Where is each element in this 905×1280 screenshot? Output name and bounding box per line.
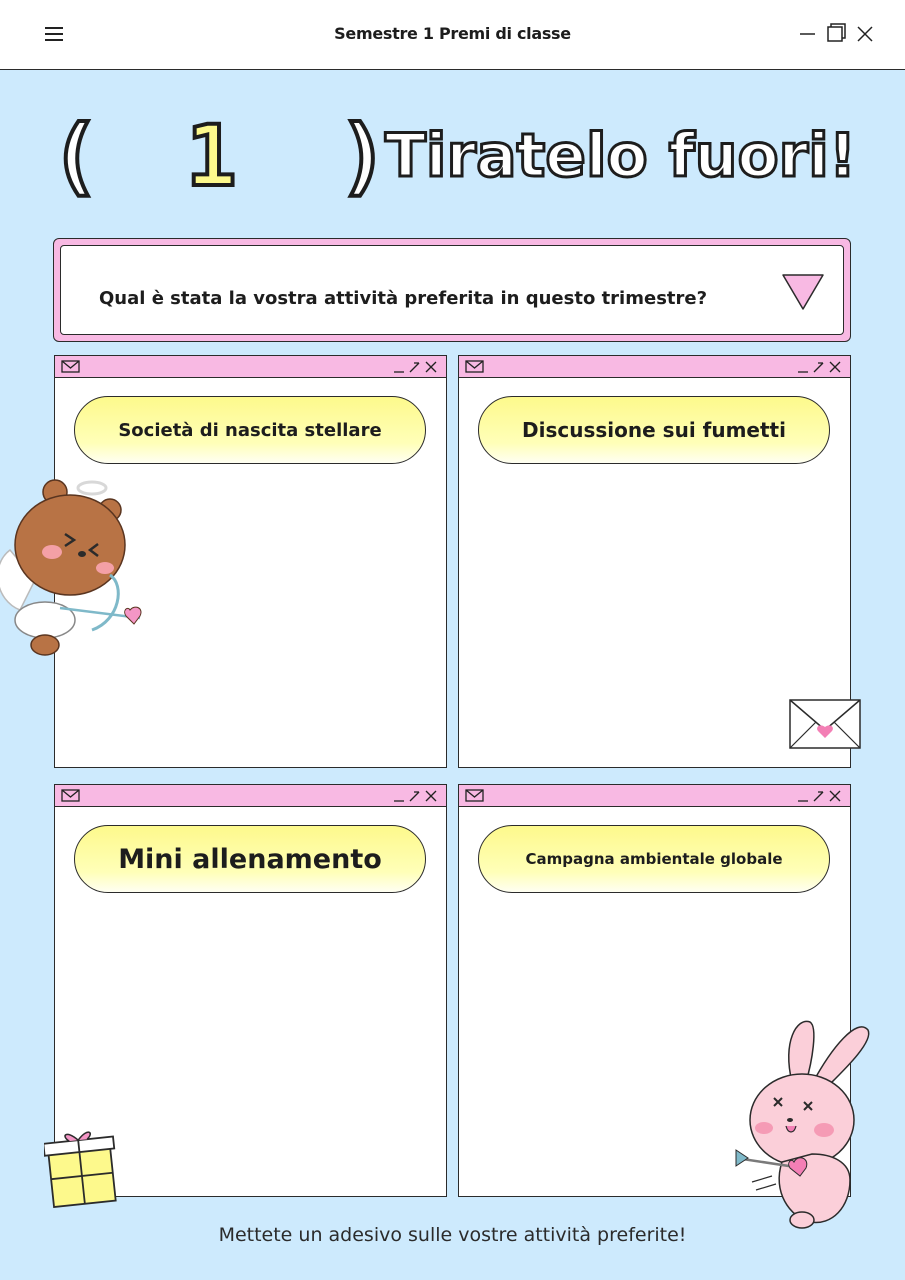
window-bar (55, 356, 446, 378)
cupid-bear-sticker[interactable] (0, 470, 150, 665)
window-controls-icon[interactable] (796, 360, 844, 374)
window-controls-icon[interactable] (796, 789, 844, 803)
mail-icon (61, 788, 81, 803)
window-controls-icon[interactable] (392, 360, 440, 374)
footer-instruction: Mettete un adesivo sulle vostre attività preferite! (218, 1224, 687, 1246)
window-titlebar (0, 0, 905, 70)
mail-icon (61, 359, 81, 374)
heading-close-paren: ) (338, 107, 389, 205)
mail-icon (465, 359, 485, 374)
heading-open-paren: ( (50, 107, 101, 205)
triangle-down-icon[interactable] (781, 272, 825, 312)
activity-button-3[interactable]: Mini allenamento (74, 825, 426, 893)
bunny-sticker[interactable] (732, 1012, 876, 1232)
question-box[interactable] (53, 238, 851, 342)
question-text: Qual è stata la vostra attività preferita in questo trimestre? (99, 288, 708, 309)
activity-button-4[interactable]: Campagna ambientale globale (478, 825, 830, 893)
heading (50, 106, 870, 206)
window-controls-icon[interactable] (392, 789, 440, 803)
heading-number[interactable]: 1 (186, 107, 237, 205)
minimize-icon[interactable] (795, 20, 821, 48)
window-bar (459, 785, 850, 807)
envelope-sticker[interactable] (788, 698, 862, 750)
question-inner (60, 245, 844, 335)
mail-icon (465, 788, 485, 803)
gift-sticker[interactable] (44, 1126, 118, 1208)
window-bar (459, 356, 850, 378)
close-icon[interactable] (852, 20, 878, 48)
maximize-icon[interactable] (823, 20, 849, 48)
window-title: Semestre 1 Premi di classe (334, 24, 571, 43)
window-bar (55, 785, 446, 807)
heading-slogan: Tiratelo fuori! (385, 121, 857, 191)
activity-button-2[interactable]: Discussione sui fumetti (478, 396, 830, 464)
activity-button-1[interactable]: Società di nascita stellare (74, 396, 426, 464)
